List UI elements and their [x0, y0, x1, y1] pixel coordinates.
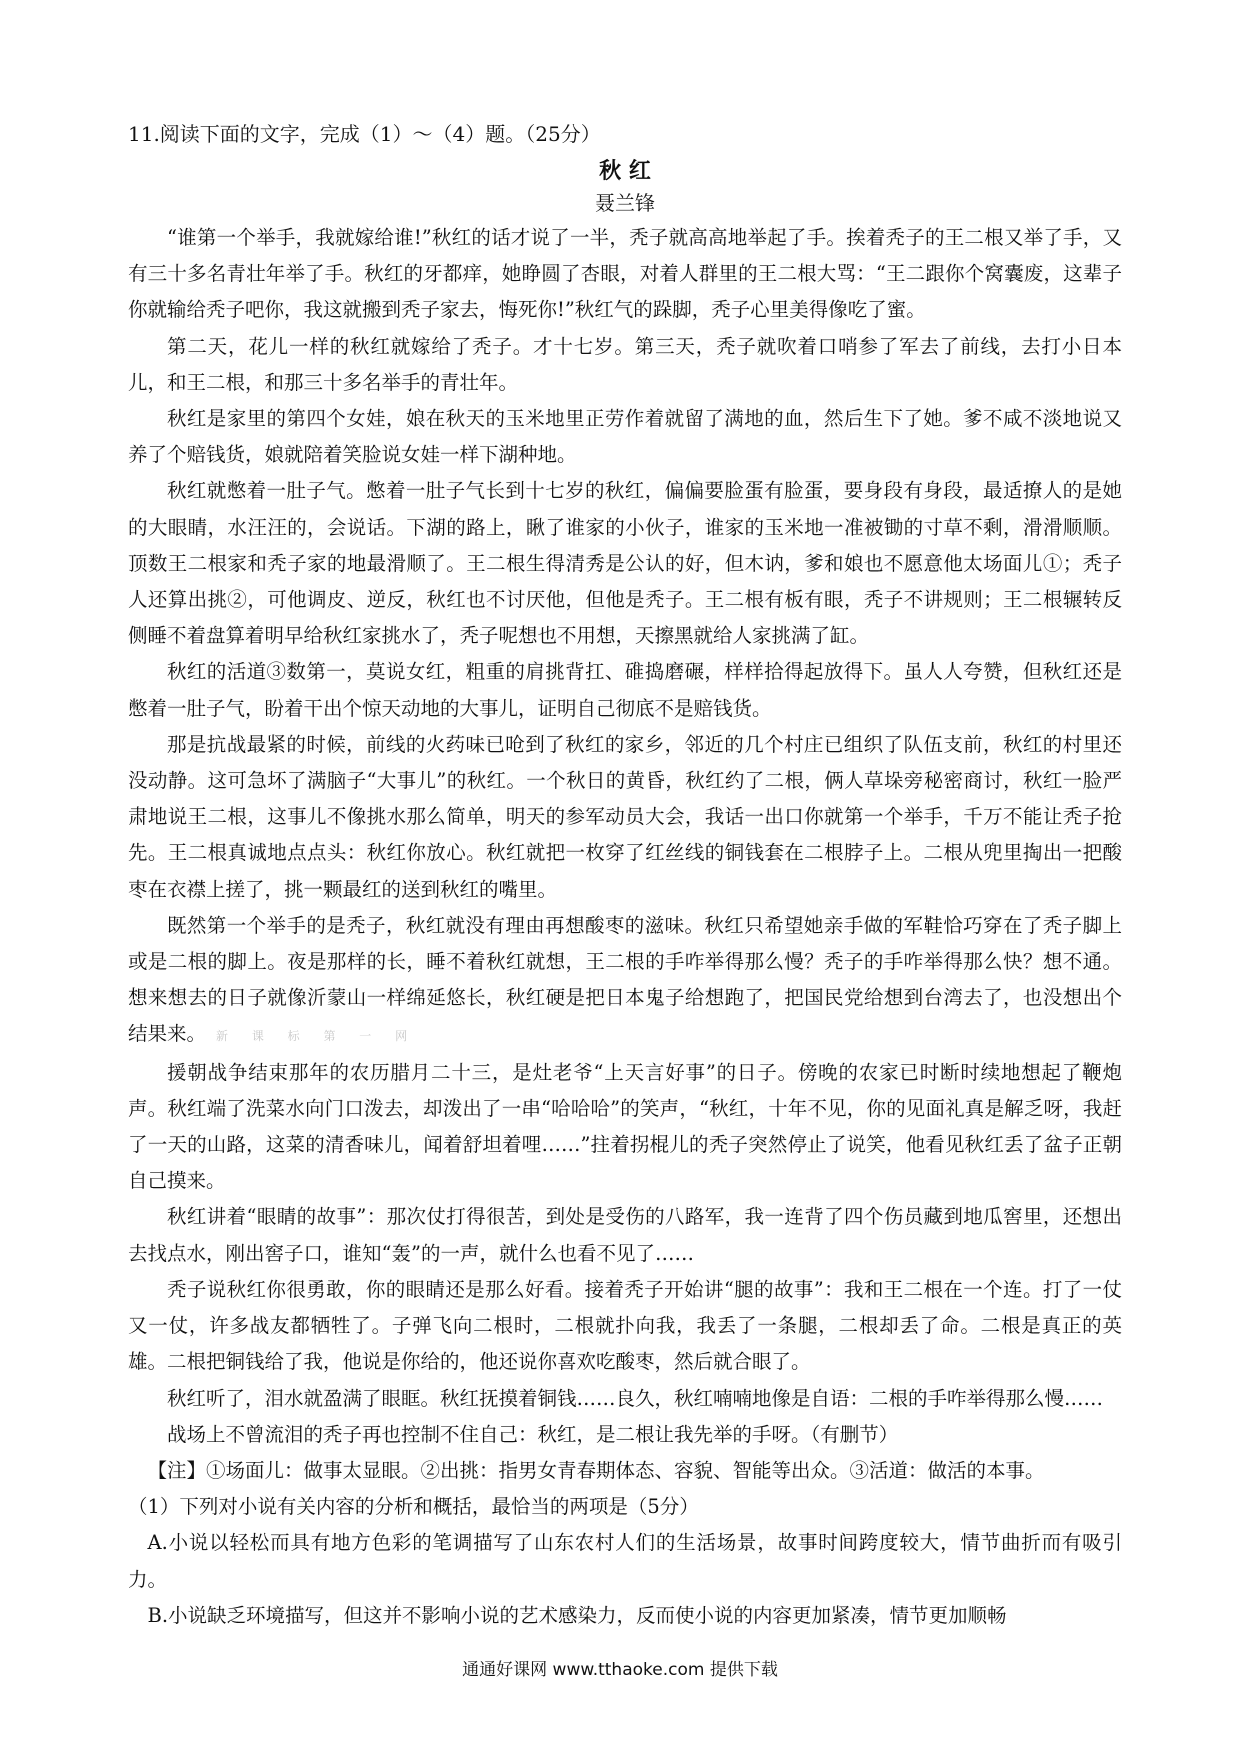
story-paragraph — [128, 908, 1122, 1055]
story-paragraph: 秋红是家里的第四个女娃，娘在秋天的玉米地里正劳作着就留了满地的血，然后生下了她。爹不咸不淡地说又养了个赔钱货，娘就陪着笑脸说女娃一样下湖种地。 — [128, 407, 1122, 467]
story-paragraph: 秋红的活道③数第一，莫说女红，粗重的肩挑背扛、碓捣磨碾，样样拾得起放得下。虽人人夸赞，但秋红还是憋着一肚子气，盼着干出个惊天动地的大事儿，证明自己彻底不是赔钱货。 — [128, 660, 1122, 720]
story-paragraph: 秋红讲着“眼睛的故事”：那次仗打得很苦，到处是受伤的八路军，我一连背了四个伤员藏到地瓜窖里，还想出去找点水，刚出窖子口，谁知“轰”的一声，就什么也看不见了…… — [128, 1205, 1122, 1265]
footnote: 【注】①场面儿：做事太显眼。②出挑：指男女青春期体态、容貌、智能等出众。③活道：做活的本事。 — [147, 1458, 1045, 1482]
story-paragraph: 秋红听了，泪水就盈满了眼眶。秋红抚摸着铜钱……良久，秋红喃喃地像是自语：二根的手咋举得那么慢…… — [167, 1386, 1104, 1410]
exam-page — [128, 118, 1122, 1634]
story-paragraph-text: 既然第一个举手的是秃子，秋红就没有理由再想酸枣的滋味。秋红只希望她亲手做的军鞋恰巧穿在了秃子脚上或是二根的脚上。夜是那样的长，睡不着秋红就想，王二根的手咋举得那么慢？秃子的手咋举得那么快？想不通。想来想去的日子就像沂蒙山一样绵延悠长，秋红硬是把日本鬼子给想跑了，把国民党给想到台湾去了，也没想出个结果来。 — [128, 913, 1122, 1046]
story-paragraph: 秋红就憋着一肚子气。憋着一肚子气长到十七岁的秋红，偏偏要脸蛋有脸蛋，要身段有身段，最适撩人的是她的大眼睛，水汪汪的，会说话。下湖的路上，瞅了谁家的小伙子，谁家的玉米地一准被锄的寸草不剩，滑滑顺顺。顶数王二根家和秃子家的地最滑顺了。王二根生得清秀是公认的好，但木讷，爹和娘也不愿意他太场面儿①；秃子人还算出挑②，可他调皮、逆反，秋红也不讨厌他，但他是秃子。王二根有板有眼，秃子不讲规则；王二根辗转反侧睡不着盘算着明早给秋红家挑水了，秃子呢想也不用想，天擦黑就给人家挑满了缸。 — [128, 479, 1122, 648]
story-paragraph: 战场上不曾流泪的秃子再也控制不住自己：秋红，是二根让我先举的手呀。（有删节） — [167, 1422, 899, 1446]
story-paragraph: 援朝战争结束那年的农历腊月二十三，是灶老爷“上天言好事”的日子。傍晚的农家已时断时续地想起了鞭炮声。秋红端了洗菜水向门口泼去，却泼出了一串“哈哈哈”的笑声，“秋红，十年不见，你的见面礼真是解乏呀，我赶了一天的山路，这菜的清香味儿，闻着舒坦着哩……”拄着拐棍儿的秃子突然停止了说笑，他看见秋红丢了盆子正朝自己摸来。 — [128, 1060, 1122, 1193]
story-paragraph: 那是抗战最紧的时候，前线的火药味已呛到了秋红的家乡，邻近的几个村庄已组织了队伍支前，秋红的村里还没动静。这可急坏了满脑子“大事儿”的秋红。一个秋日的黄昏，秋红约了二根，俩人草垛旁秘密商讨，秋红一脸严肃地说王二根，这事儿不像挑水那么简单，明天的参军动员大会，我话一出口你就第一个举手，千万不能让秃子抢先。王二根真诚地点点头：秋红你放心。秋红就把一枚穿了红丝线的铜钱套在二根脖子上。二根从兜里掏出一把酸枣在衣襟上搓了，挑一颗最红的送到秋红的嘴里。 — [128, 732, 1122, 901]
page-footer: 通通好课网 www.tthaoke.com 提供下载 — [462, 1660, 778, 1680]
subquestion-prompt: （1）下列对小说有关内容的分析和概括，最恰当的两项是（5分） — [128, 1495, 699, 1519]
watermark: 新 课 标 第 一 网 — [216, 1029, 418, 1044]
story-author: 聂兰锋 — [595, 191, 655, 215]
story-title: 秋 红 — [599, 158, 651, 184]
option-b: B.小说缺乏环境描写，但这并不影响小说的艺术感染力，反而使小说的内容更加紧凑，情节更加顺畅 — [147, 1603, 1007, 1627]
story-paragraph: 第二天，花儿一样的秋红就嫁给了秃子。才十七岁。第三天，秃子就吹着口哨参了军去了前线，去打小日本儿，和王二根，和那三十多名举手的青壮年。 — [128, 334, 1122, 394]
option-a: A.小说以轻松而具有地方色彩的笔调描写了山东农村人们的生活场景，故事时间跨度较大，情节曲折而有吸引力。 — [128, 1531, 1122, 1591]
story-paragraph: 秃子说秋红你很勇敢，你的眼睛还是那么好看。接着秃子开始讲“腿的故事”：我和王二根在一个连。打了一仗又一仗，许多战友都牺牲了。子弹飞向二根时，二根就扑向我，我丢了一条腿，二根却丢了命。二根是真正的英雄。二根把铜钱给了我，他说是你给的，他还说你喜欢吃酸枣，然后就合眼了。 — [128, 1277, 1122, 1374]
story-paragraph: “谁第一个举手，我就嫁给谁!”秋红的话才说了一半，秃子就高高地举起了手。挨着秃子的王二根又举了手，又有三十多名青壮年举了手。秋红的牙都痒，她睁圆了杏眼，对着人群里的王二根大骂：“王二跟你个窝囊废，这辈子你就输给秃子吧你，我这就搬到秃子家去，悔死你!”秋红气的跺脚，秃子心里美得像吃了蜜。 — [128, 226, 1122, 322]
question-heading: 11.阅读下面的文字，完成（1）～（4）题。（25分） — [128, 122, 601, 146]
